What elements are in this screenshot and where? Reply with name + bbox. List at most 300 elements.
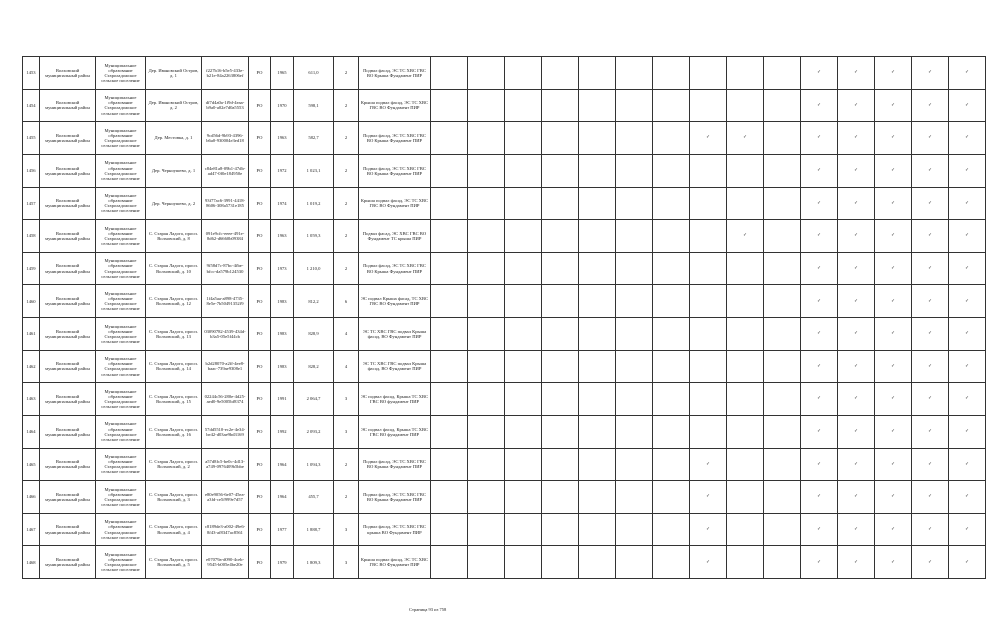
empty-cell <box>653 350 690 383</box>
works-cell: Подвал фасад, ЭС ТС ХВС ГВС ВО Крыша Фундамент ПИР <box>359 57 431 90</box>
building-code-cell: 1f4a5aa-a898-4735-8e5e-7b50491352f9 <box>202 285 249 318</box>
district-cell: Волховский муниципальный район <box>40 513 96 546</box>
empty-cell <box>468 122 505 155</box>
row-number: 1459 <box>23 252 40 285</box>
address-cell: Дер. Ивановский Остров, д. 2 <box>146 89 202 122</box>
page-footer: Страница 93 из 758 <box>409 607 447 612</box>
area-cell: 1 888,7 <box>294 513 334 546</box>
empty-cell <box>727 448 764 481</box>
empty-cell <box>468 350 505 383</box>
empty-cell <box>431 350 468 383</box>
settlement-cell: Муниципальное образование Староладожское сельское поселение <box>96 481 146 514</box>
empty-cell <box>616 89 653 122</box>
row-number: 1463 <box>23 383 40 416</box>
empty-cell <box>579 122 616 155</box>
empty-cell <box>431 546 468 579</box>
checkmark-icon: ✓ <box>801 285 838 318</box>
empty-cell <box>764 285 801 318</box>
empty-cell <box>505 220 542 253</box>
table-row <box>23 481 986 514</box>
checkmark-icon: ✓ <box>949 513 986 546</box>
empty-cell <box>616 318 653 351</box>
checkmark-icon: ✓ <box>949 154 986 187</box>
floors-cell: 4 <box>334 318 359 351</box>
floors-cell: 4 <box>334 350 359 383</box>
empty-cell <box>727 285 764 318</box>
checkmark-icon: ✓ <box>949 285 986 318</box>
checkmark-icon: ✓ <box>838 318 875 351</box>
floors-cell: 2 <box>334 220 359 253</box>
checkmark-icon: ✓ <box>949 187 986 220</box>
empty-cell <box>616 122 653 155</box>
empty-cell <box>542 57 579 90</box>
checkmark-icon: ✓ <box>912 154 949 187</box>
works-cell: Подвал фасад, ЭС ТС ХВС ГВС ВО Крыша Фундамент ПИР <box>359 481 431 514</box>
empty-cell <box>764 383 801 416</box>
empty-cell <box>431 220 468 253</box>
empty-cell <box>505 546 542 579</box>
empty-cell <box>727 481 764 514</box>
checkmark-icon: ✓ <box>801 415 838 448</box>
works-cell: Подвал фасад, ЭС ТС ХВС ГВС ВО Крыша Фундамент ПИР <box>359 252 431 285</box>
checkmark-icon: ✓ <box>875 383 912 416</box>
works-cell: Крыша подвал фасад, ЭС ТС ХВС ГВС ВО Фундамент ПИР <box>359 546 431 579</box>
empty-cell <box>542 546 579 579</box>
checkmark-icon: ✓ <box>949 57 986 90</box>
checkmark-icon: ✓ <box>912 513 949 546</box>
table-row <box>23 122 986 155</box>
checkmark-icon: ✓ <box>875 513 912 546</box>
empty-cell <box>505 318 542 351</box>
empty-cell <box>542 187 579 220</box>
type-cell: РО <box>249 220 271 253</box>
checkmark-icon: ✓ <box>838 122 875 155</box>
empty-cell <box>653 546 690 579</box>
empty-cell <box>505 187 542 220</box>
checkmark-icon: ✓ <box>838 220 875 253</box>
empty-cell <box>542 415 579 448</box>
floors-cell: 3 <box>334 513 359 546</box>
empty-cell <box>542 481 579 514</box>
empty-cell <box>616 383 653 416</box>
type-cell: РО <box>249 383 271 416</box>
checkmark-icon: ✓ <box>727 220 764 253</box>
checkmark-icon: ✓ <box>838 513 875 546</box>
building-code-cell: 57dd5510-ec2e-4e34-be42-d03ae9bd3169 <box>202 415 249 448</box>
empty-cell <box>505 122 542 155</box>
checkmark-icon: ✓ <box>912 122 949 155</box>
empty-cell <box>616 448 653 481</box>
building-code-cell: c8189de3-a002-49e6-8f43-af8347ac8561 <box>202 513 249 546</box>
empty-cell <box>468 187 505 220</box>
table-row <box>23 415 986 448</box>
checkmark-icon: ✓ <box>875 89 912 122</box>
table-row <box>23 154 986 187</box>
empty-cell <box>616 57 653 90</box>
checkmark-icon: ✓ <box>801 220 838 253</box>
area-cell: 1 809,3 <box>294 546 334 579</box>
settlement-cell: Муниципальное образование Староладожское сельское поселение <box>96 154 146 187</box>
empty-cell <box>616 481 653 514</box>
checkmark-icon: ✓ <box>690 513 727 546</box>
type-cell: РО <box>249 154 271 187</box>
checkmark-icon: ✓ <box>838 350 875 383</box>
checkmark-icon: ✓ <box>801 57 838 90</box>
checkmark-icon: ✓ <box>838 481 875 514</box>
building-code-cell: 03090782-4539-434d-b3a5-05e5f44cb <box>202 318 249 351</box>
checkmark-icon: ✓ <box>949 220 986 253</box>
year-cell: 1983 <box>271 285 294 318</box>
empty-cell <box>431 448 468 481</box>
district-cell: Волховский муниципальный район <box>40 122 96 155</box>
district-cell: Волховский муниципальный район <box>40 383 96 416</box>
checkmark-icon: ✓ <box>875 546 912 579</box>
empty-cell <box>764 350 801 383</box>
floors-cell: 2 <box>334 89 359 122</box>
area-cell: 828,9 <box>294 318 334 351</box>
address-cell: С. Старая Ладога, просп. Волховский, д. 8 <box>146 220 202 253</box>
settlement-cell: Муниципальное образование Староладожское сельское поселение <box>96 89 146 122</box>
empty-cell <box>764 415 801 448</box>
empty-cell <box>690 89 727 122</box>
address-cell: С. Старая Ладога, просп. Волховский, д. 14 <box>146 350 202 383</box>
settlement-cell: Муниципальное образование Староладожское сельское поселение <box>96 448 146 481</box>
empty-cell <box>764 89 801 122</box>
empty-cell <box>579 546 616 579</box>
empty-cell <box>727 154 764 187</box>
checkmark-icon: ✓ <box>875 122 912 155</box>
year-cell: 1964 <box>271 481 294 514</box>
empty-cell <box>468 383 505 416</box>
settlement-cell: Муниципальное образование Староладожское сельское поселение <box>96 513 146 546</box>
empty-cell <box>431 481 468 514</box>
empty-cell <box>468 285 505 318</box>
floors-cell: 2 <box>334 448 359 481</box>
area-cell: 1 023,1 <box>294 154 334 187</box>
empty-cell <box>579 285 616 318</box>
checkmark-icon: ✓ <box>875 448 912 481</box>
floors-cell: 2 <box>334 154 359 187</box>
empty-cell <box>579 89 616 122</box>
settlement-cell: Муниципальное образование Староладожское сельское поселение <box>96 383 146 416</box>
empty-cell <box>727 415 764 448</box>
year-cell: 1983 <box>271 318 294 351</box>
empty-cell <box>431 122 468 155</box>
empty-cell <box>505 154 542 187</box>
checkmark-icon: ✓ <box>912 252 949 285</box>
empty-cell <box>579 252 616 285</box>
works-cell: Подвал фасад, ЭС ТС ХВС ГВС ВО Крыша Фундамент ПИР <box>359 122 431 155</box>
area-cell: 812,2 <box>294 285 334 318</box>
empty-cell <box>468 513 505 546</box>
checkmark-icon: ✓ <box>838 57 875 90</box>
row-number: 1466 <box>23 481 40 514</box>
empty-cell <box>727 89 764 122</box>
floors-cell: 2 <box>334 122 359 155</box>
empty-cell <box>616 546 653 579</box>
checkmark-icon: ✓ <box>838 252 875 285</box>
empty-cell <box>468 546 505 579</box>
empty-cell <box>727 57 764 90</box>
empty-cell <box>690 350 727 383</box>
checkmark-icon: ✓ <box>801 383 838 416</box>
settlement-cell: Муниципальное образование Староладожское сельское поселение <box>96 285 146 318</box>
building-code-cell: 93f77ac6-3991-4418-8606-308a5731e185 <box>202 187 249 220</box>
area-cell: 828,2 <box>294 350 334 383</box>
empty-cell <box>579 220 616 253</box>
empty-cell <box>616 415 653 448</box>
checkmark-icon: ✓ <box>801 89 838 122</box>
empty-cell <box>505 513 542 546</box>
floors-cell: 3 <box>334 415 359 448</box>
checkmark-icon: ✓ <box>875 252 912 285</box>
empty-cell <box>542 350 579 383</box>
floors-cell: 6 <box>334 285 359 318</box>
empty-cell <box>579 415 616 448</box>
table-row <box>23 448 986 481</box>
checkmark-icon: ✓ <box>912 350 949 383</box>
empty-cell <box>468 220 505 253</box>
empty-cell <box>579 448 616 481</box>
address-cell: Дер. Местовка, д. 1 <box>146 122 202 155</box>
empty-cell <box>542 285 579 318</box>
checkmark-icon: ✓ <box>949 546 986 579</box>
works-cell: Подвал фасад, ЭС ХВС ГВС ВО Фундамент ТС крыша ПИР <box>359 220 431 253</box>
address-cell: Дер. Черноушево, д. 1 <box>146 154 202 187</box>
empty-cell <box>616 285 653 318</box>
empty-cell <box>542 513 579 546</box>
table-row <box>23 89 986 122</box>
empty-cell <box>505 57 542 90</box>
row-number: 1457 <box>23 187 40 220</box>
district-cell: Волховский муниципальный район <box>40 187 96 220</box>
district-cell: Волховский муниципальный район <box>40 350 96 383</box>
checkmark-icon: ✓ <box>690 481 727 514</box>
empty-cell <box>431 318 468 351</box>
year-cell: 1979 <box>271 546 294 579</box>
table-row <box>23 187 986 220</box>
checkmark-icon: ✓ <box>801 187 838 220</box>
type-cell: РО <box>249 57 271 90</box>
empty-cell <box>690 415 727 448</box>
empty-cell <box>431 187 468 220</box>
checkmark-icon: ✓ <box>912 546 949 579</box>
checkmark-icon: ✓ <box>801 318 838 351</box>
checkmark-icon: ✓ <box>838 154 875 187</box>
checkmark-icon: ✓ <box>949 481 986 514</box>
address-cell: С. Старая Ладога, просп. Волховский, д. 10 <box>146 252 202 285</box>
building-code-cell: 9f58d7c-87bc-4fbe-bfcc-da579b124530 <box>202 252 249 285</box>
empty-cell <box>542 89 579 122</box>
empty-cell <box>616 220 653 253</box>
area-cell: 582,7 <box>294 122 334 155</box>
empty-cell <box>653 513 690 546</box>
checkmark-icon: ✓ <box>838 89 875 122</box>
empty-cell <box>764 220 801 253</box>
checkmark-icon: ✓ <box>838 285 875 318</box>
area-cell: 2 093,2 <box>294 415 334 448</box>
empty-cell <box>542 383 579 416</box>
empty-cell <box>727 187 764 220</box>
table-row <box>23 513 986 546</box>
empty-cell <box>579 383 616 416</box>
row-number: 1467 <box>23 513 40 546</box>
building-code-cell: e80e9056-6e07-45ea-a3fd-ce5f999e7d57 <box>202 481 249 514</box>
row-number: 1465 <box>23 448 40 481</box>
table-row <box>23 383 986 416</box>
table-row <box>23 350 986 383</box>
checkmark-icon: ✓ <box>912 415 949 448</box>
year-cell: 1963 <box>271 220 294 253</box>
type-cell: РО <box>249 122 271 155</box>
building-code-cell: a57d8fc5-be0c-4d13-a749-0976409b5bbe <box>202 448 249 481</box>
checkmark-icon: ✓ <box>875 154 912 187</box>
building-code-cell: 02244c56-280e-4d25-aed0-9e5005bf8374 <box>202 383 249 416</box>
year-cell: 1970 <box>271 89 294 122</box>
district-cell: Волховский муниципальный район <box>40 89 96 122</box>
empty-cell <box>764 187 801 220</box>
address-cell: С. Старая Ладога, просп. Волховский, д. 2 <box>146 448 202 481</box>
checkmark-icon: ✓ <box>801 154 838 187</box>
checkmark-icon: ✓ <box>801 513 838 546</box>
area-cell: 1 059,3 <box>294 220 334 253</box>
area-cell: 598,1 <box>294 89 334 122</box>
empty-cell <box>579 318 616 351</box>
district-cell: Волховский муниципальный район <box>40 57 96 90</box>
district-cell: Волховский муниципальный район <box>40 252 96 285</box>
empty-cell <box>542 154 579 187</box>
empty-cell <box>690 285 727 318</box>
checkmark-icon: ✓ <box>949 252 986 285</box>
table-row <box>23 252 986 285</box>
empty-cell <box>653 252 690 285</box>
empty-cell <box>505 448 542 481</box>
empty-cell <box>764 481 801 514</box>
checkmark-icon: ✓ <box>912 89 949 122</box>
empty-cell <box>727 252 764 285</box>
type-cell: РО <box>249 448 271 481</box>
year-cell: 1972 <box>271 154 294 187</box>
checkmark-icon: ✓ <box>875 481 912 514</box>
empty-cell <box>764 513 801 546</box>
year-cell: 1983 <box>271 350 294 383</box>
row-number: 1460 <box>23 285 40 318</box>
checkmark-icon: ✓ <box>875 187 912 220</box>
empty-cell <box>542 220 579 253</box>
empty-cell <box>579 57 616 90</box>
checkmark-icon: ✓ <box>801 252 838 285</box>
district-cell: Волховский муниципальный район <box>40 285 96 318</box>
empty-cell <box>468 89 505 122</box>
empty-cell <box>727 383 764 416</box>
district-cell: Волховский муниципальный район <box>40 481 96 514</box>
checkmark-icon: ✓ <box>912 383 949 416</box>
empty-cell <box>505 89 542 122</box>
address-cell: С. Старая Ладога, просп. Волховский, д. 3 <box>146 481 202 514</box>
table-row <box>23 546 986 579</box>
empty-cell <box>690 57 727 90</box>
year-cell: 1992 <box>271 415 294 448</box>
floors-cell: 2 <box>334 252 359 285</box>
area-cell: 1 094,3 <box>294 448 334 481</box>
type-cell: РО <box>249 318 271 351</box>
checkmark-icon: ✓ <box>949 350 986 383</box>
empty-cell <box>727 546 764 579</box>
works-cell: ЭС подвал фасад, Крыша ТС ХВС ГВС ВО фундамент ПИР <box>359 383 431 416</box>
floors-cell: 3 <box>334 383 359 416</box>
settlement-cell: Муниципальное образование Староладожское сельское поселение <box>96 252 146 285</box>
address-cell: С. Старая Ладога, просп. Волховский, д. 5 <box>146 546 202 579</box>
checkmark-icon: ✓ <box>875 220 912 253</box>
district-cell: Волховский муниципальный район <box>40 546 96 579</box>
area-cell: 2 064,7 <box>294 383 334 416</box>
row-number: 1456 <box>23 154 40 187</box>
address-cell: С. Старая Ладога, просп. Волховский, д. 4 <box>146 513 202 546</box>
row-number: 1468 <box>23 546 40 579</box>
checkmark-icon: ✓ <box>838 415 875 448</box>
checkmark-icon: ✓ <box>912 481 949 514</box>
empty-cell <box>505 350 542 383</box>
table-body <box>23 57 986 579</box>
settlement-cell: Муниципальное образование Староладожское сельское поселение <box>96 220 146 253</box>
checkmark-icon: ✓ <box>801 481 838 514</box>
empty-cell <box>579 513 616 546</box>
empty-cell <box>579 481 616 514</box>
settlement-cell: Муниципальное образование Староладожское сельское поселение <box>96 122 146 155</box>
empty-cell <box>653 220 690 253</box>
empty-cell <box>764 122 801 155</box>
building-code-cell: 091e9cfc-eeee-491e-8d62-d6660b09384 <box>202 220 249 253</box>
row-number: 1464 <box>23 415 40 448</box>
checkmark-icon: ✓ <box>912 57 949 90</box>
building-code-cell: b2d28070-a2ff-4ee8-baac-739ae9308e1 <box>202 350 249 383</box>
empty-cell <box>468 448 505 481</box>
empty-cell <box>505 383 542 416</box>
checkmark-icon: ✓ <box>801 546 838 579</box>
type-cell: РО <box>249 89 271 122</box>
settlement-cell: Муниципальное образование Староладожское сельское поселение <box>96 546 146 579</box>
address-cell: Дер. Черноушево, д. 2 <box>146 187 202 220</box>
year-cell: 1977 <box>271 513 294 546</box>
building-code-cell: f227b16-b5e5-433e-b21e-84a2263806ef <box>202 57 249 90</box>
works-cell: ЭС ТС ХВС ГВС подвал Крыша фасад, ВО Фундамент ПИР <box>359 318 431 351</box>
checkmark-icon: ✓ <box>912 187 949 220</box>
building-code-cell: 9cd56d-9b93-4396-b6a0-930004e3ed18 <box>202 122 249 155</box>
settlement-cell: Муниципальное образование Староладожское сельское поселение <box>96 350 146 383</box>
area-cell: 1 210,0 <box>294 252 334 285</box>
checkmark-icon: ✓ <box>949 448 986 481</box>
settlement-cell: Муниципальное образование Староладожское сельское поселение <box>96 415 146 448</box>
empty-cell <box>505 285 542 318</box>
year-cell: 1964 <box>271 448 294 481</box>
row-number: 1458 <box>23 220 40 253</box>
empty-cell <box>727 513 764 546</box>
empty-cell <box>431 415 468 448</box>
checkmark-icon: ✓ <box>912 448 949 481</box>
empty-cell <box>690 383 727 416</box>
checkmark-icon: ✓ <box>875 57 912 90</box>
address-cell: С. Старая Ладога, просп. Волховский, д. 13 <box>146 318 202 351</box>
empty-cell <box>653 57 690 90</box>
type-cell: РО <box>249 187 271 220</box>
checkmark-icon: ✓ <box>838 448 875 481</box>
area-cell: 1 019,2 <box>294 187 334 220</box>
checkmark-icon: ✓ <box>838 383 875 416</box>
empty-cell <box>690 154 727 187</box>
empty-cell <box>468 154 505 187</box>
empty-cell <box>579 154 616 187</box>
type-cell: РО <box>249 285 271 318</box>
